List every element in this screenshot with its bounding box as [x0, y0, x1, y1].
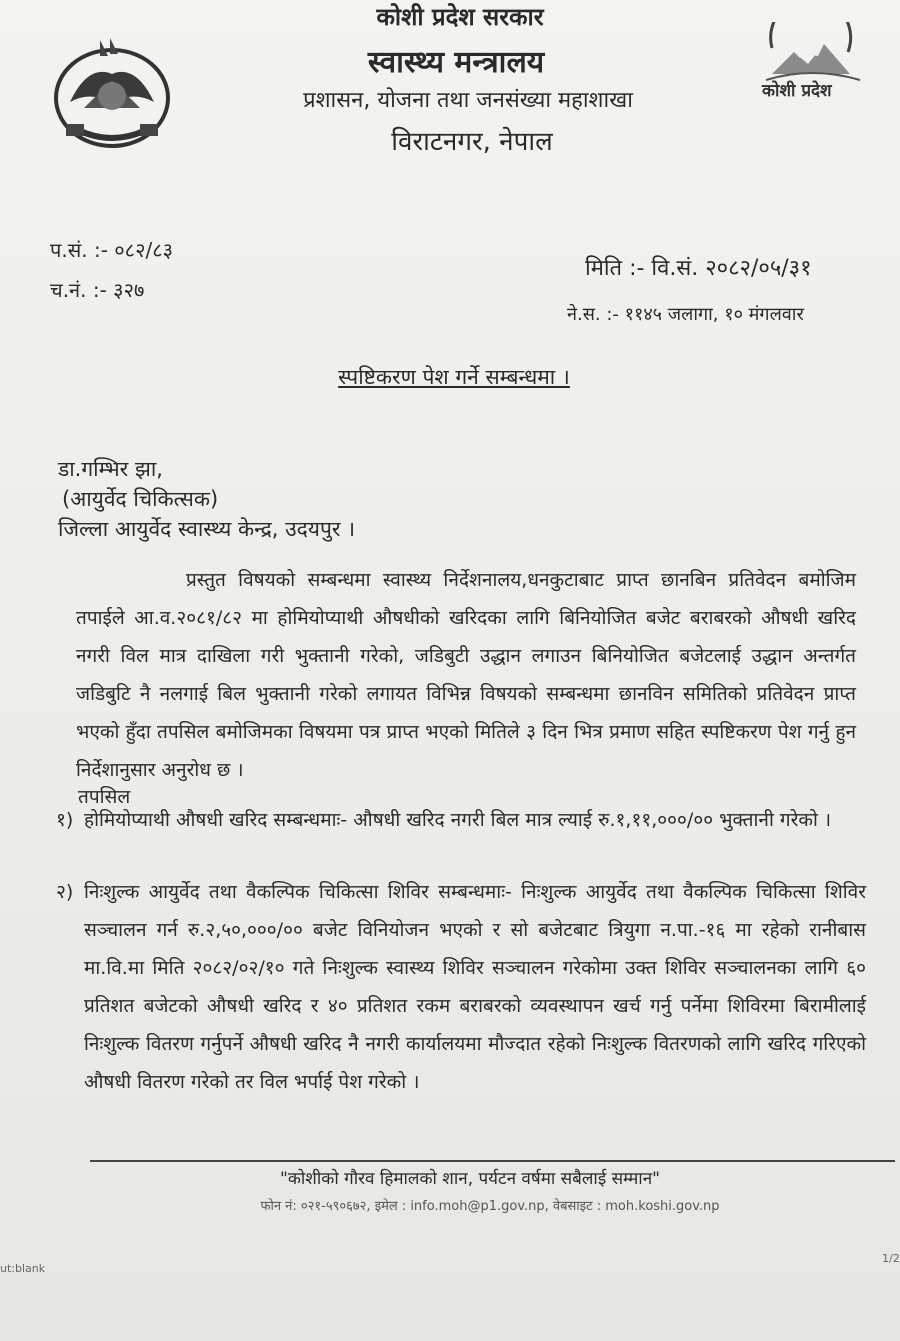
logo-text: कोशी प्रदेश	[762, 81, 832, 101]
list-item	[56, 801, 866, 839]
print-marker: ut:blank	[0, 1262, 46, 1275]
letter-reference-number: प.सं. :- ०८२/८३	[50, 238, 174, 262]
list-item	[56, 873, 866, 1101]
item-number: २)	[56, 881, 74, 903]
page-number: 1/2	[882, 1252, 900, 1265]
addressee-designation: (आयुर्वेद चिकित्सक)	[62, 487, 219, 511]
bs-date: मिति :- वि.सं. २०८२/०५/३१	[585, 256, 812, 281]
body-paragraph: प्रस्तुत विषयको सम्बन्धमा स्वास्थ्य निर्देशनालय,धनकुटाबाट प्राप्त छानबिन प्रतिवेदन बमोजिम तपाईले आ.व.२०८१/८२ मा होमियोप्याथी औषधीको खरिदका लागि बिनियोजित बजेट बराबरको औषधी खरिद नगरी विल मात्र दाखिला गरी भुक्तानी गरेको, जडिबुटी उद्धान लगाउन बिनियोजित बजेटलाई उद्धान अन्तर्गत जडिबुटि नै नलगाई बिल भुक्तानी गरेको लगायत विभिन्न विषयको सम्बन्धमा छानविन समितिको प्रतिवेदन प्राप्त भएको हुँदा तपसिल बमोजिमका विषयमा पत्र प्राप्त भएको मितिले ३ दिन भित्र प्रमाण सहित स्पष्टिकरण पेश गर्नु हुन निर्देशानुसार अनुरोध छ ।	[76, 569, 856, 781]
government-name: कोशी प्रदेश सरकार	[376, 3, 544, 31]
item-number: १)	[56, 809, 74, 831]
addressee-name: डा.गम्भिर झा,	[58, 457, 163, 481]
subject-text: स्पष्टिकरण पेश गर्ने सम्बन्धमा ।	[338, 365, 570, 389]
ministry-name: स्वास्थ्य मन्त्रालय	[367, 45, 545, 80]
addressee-office: जिल्ला आयुर्वेद स्वास्थ्य केन्द्र, उदयपुर ।	[58, 517, 356, 541]
item-text: होमियोप्याथी औषधी खरिद सम्बन्धमाः- औषधी खरिद नगरी बिल मात्र ल्याई रु.१,११,०००/०० भुक्तानी गरेको ।	[84, 809, 832, 831]
footer-divider	[90, 1160, 895, 1162]
ns-date: ने.स. :- ११४५ जलागा, १० मंगलवार	[567, 304, 804, 325]
footer-motto: "कोशीको गौरव हिमालको शान, पर्यटन वर्षमा सबैलाई सम्मान"	[280, 1169, 660, 1189]
letter-subject	[4, 363, 900, 391]
tapsil-label: तपसिल	[78, 786, 131, 808]
office-location: विराटनगर, नेपाल	[391, 127, 553, 157]
item-text: निःशुल्क आयुर्वेद तथा वैकल्पिक चिकित्सा शिविर सम्बन्धमाः- निःशुल्क आयुर्वेद तथा वैकल्पिक चिकित्सा शिविर सञ्चालन गर्न रु.२,५०,०००/०० बजेट विनियोजन भएको र सो बजेटबाट त्रियुगा न.पा.-१६ मा रहेको रानीबास मा.वि.मा मिति २०८२/०२/१० गते निःशुल्क स्वास्थ्य शिविर सञ्चालन गरेकोमा उक्त शिविर सञ्चालनका लागि ६० प्रतिशत बजेटको औषधी खरिद र ४० प्रतिशत रकम बराबरको व्यवस्थापन खर्च गर्नु पर्नेमा शिविरमा बिरामीलाई निःशुल्क वितरण गर्नुपर्ने औषधी खरिद नै नगरी कार्यालयमा मौज्दात रहेको निःशुल्क वितरणको लागि खरिद गरिएको औषधी वितरण गरेको तर विल भर्पाई पेश गरेको ।	[84, 881, 866, 1093]
division-name: प्रशासन, योजना तथा जनसंख्या महाशाखा	[303, 88, 633, 113]
footer-contact: फोन नं: ०२१-५९०६७२, इमेल : info.moh@p1.gov.np, वेबसाइट : moh.koshi.gov.np	[260, 1199, 720, 1214]
dispatch-number: च.नं. :- ३२७	[50, 278, 145, 302]
